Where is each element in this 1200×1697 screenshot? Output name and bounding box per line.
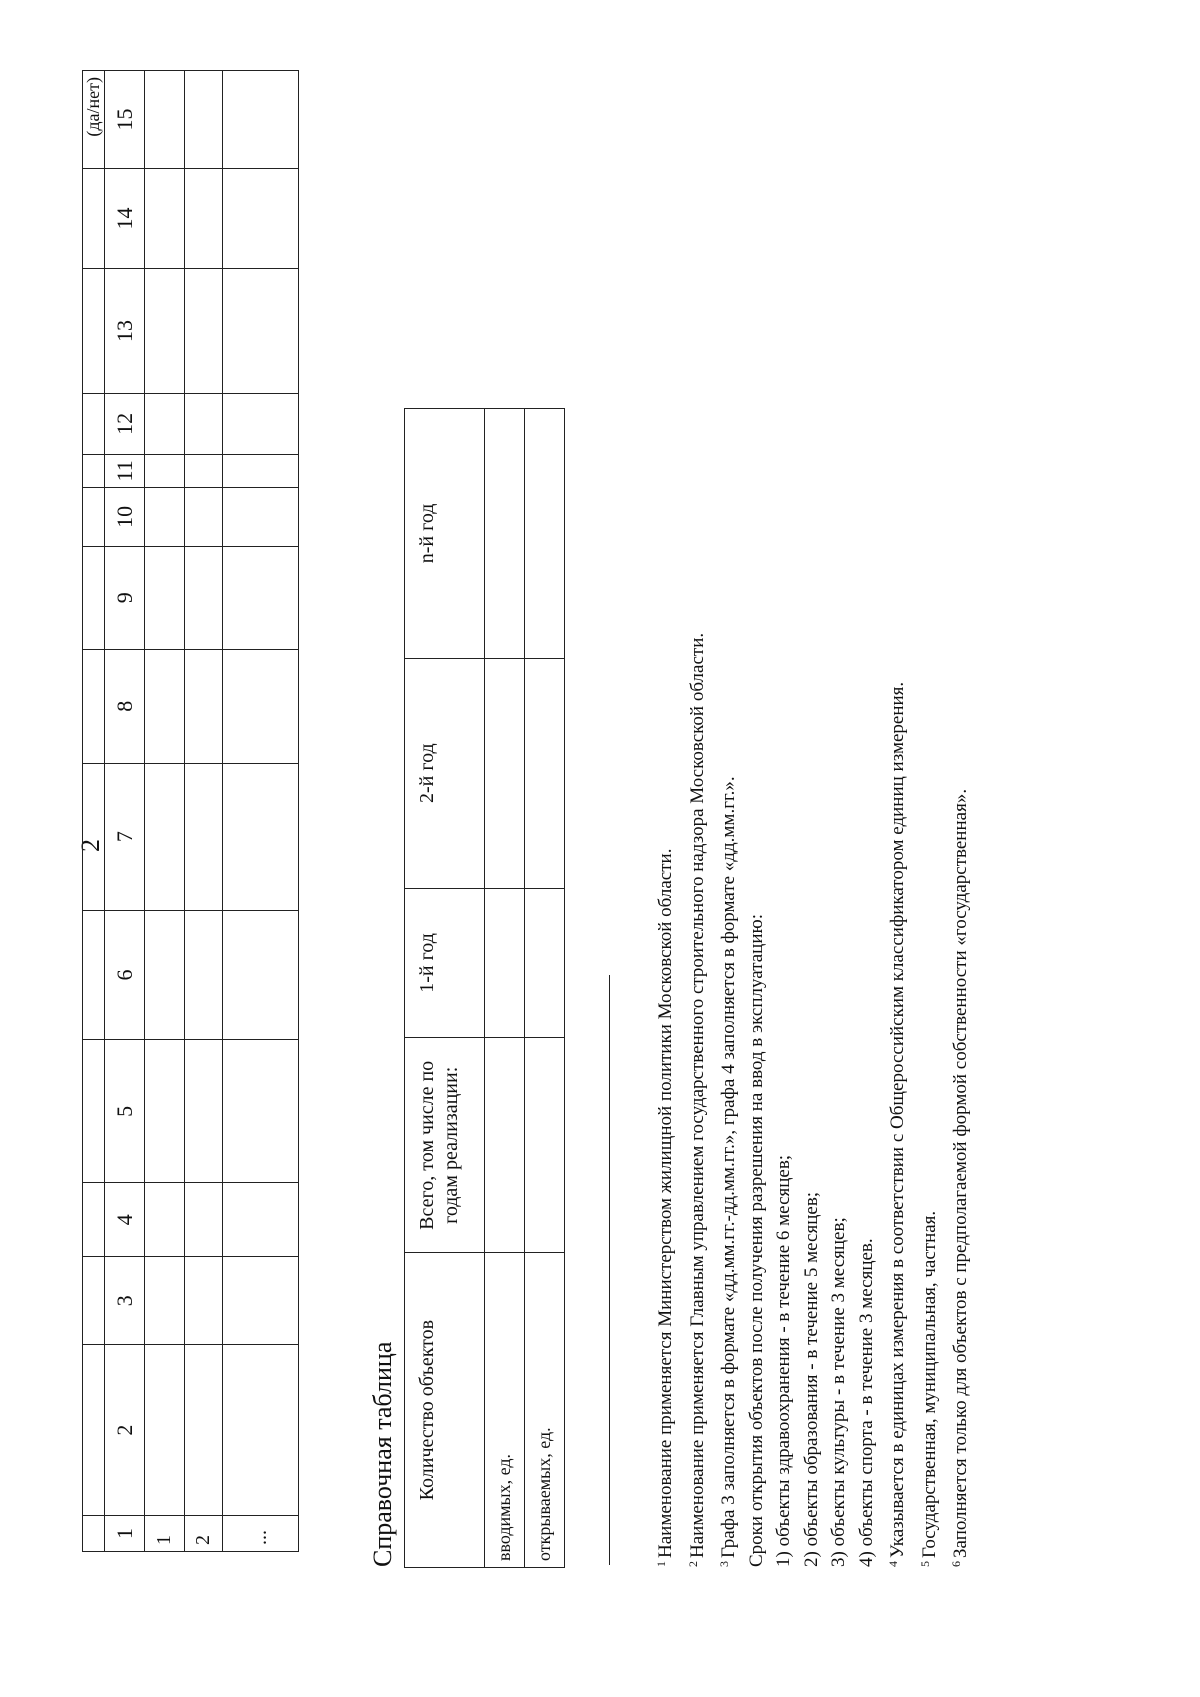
- footnote: [880, 633, 912, 1567]
- column-number: 1: [105, 1516, 145, 1552]
- table-row: [145, 71, 185, 1552]
- footnote-text: Наименование применяется Министерством жилищной политики Московской области.: [655, 848, 676, 1558]
- footnote-mark: 4: [886, 1561, 900, 1567]
- row-label: ...: [223, 1516, 299, 1552]
- column-number: 5: [105, 1040, 145, 1183]
- footnote-mark: 5: [917, 1561, 932, 1567]
- table-row: [185, 71, 223, 1552]
- footnote-mark: 2: [685, 1561, 700, 1567]
- column-number: 11: [105, 454, 145, 487]
- table-header-row: [83, 71, 105, 1552]
- footnote-text: 2) объекты образования - в течение 5 месяцев;: [800, 1191, 822, 1567]
- footnote-mark: 1: [654, 1561, 668, 1567]
- footnote: [680, 633, 712, 1567]
- footnote-text: 1) объекты здравоохранения - в течение 6 месяцев;: [773, 1154, 794, 1567]
- footnote: [711, 633, 743, 1567]
- table-row: [223, 71, 299, 1552]
- footnote-mark: 3: [717, 1561, 731, 1567]
- footnote-text: Указывается в единицах измерения в соответствии с Общероссийским классификатором единиц измерения.: [887, 681, 908, 1558]
- footnote-text: Сроки открытия объектов после получения разрешения на ввод в эксплуатацию:: [745, 914, 767, 1567]
- footnote: [798, 633, 826, 1567]
- footnote-text: 4) объекты спорта - в течение 3 месяцев.: [855, 1238, 877, 1567]
- column-number: 6: [105, 910, 145, 1040]
- reference-header: Количество объектов: [405, 1253, 485, 1568]
- reference-table-title: Справочная таблица: [368, 1341, 397, 1567]
- footnote-text: Графа 3 заполняется в формате «дд.мм.гг.-дд.мм.гг.», графа 4 заполняется в формате «дд.мм.гг.».: [718, 776, 739, 1558]
- footnote: [648, 633, 680, 1567]
- reference-table: [404, 408, 565, 1568]
- reference-header-row: [405, 409, 485, 1568]
- reference-row: [525, 409, 565, 1568]
- footnote-text: Государственная, муниципальная, частная.: [918, 1210, 940, 1558]
- column-number: 2: [105, 1345, 145, 1516]
- footnote: [943, 633, 975, 1567]
- footnote: [825, 633, 853, 1567]
- footnote-divider: [609, 975, 610, 1565]
- reference-header: n-й год: [405, 409, 485, 659]
- row-label: 2: [185, 1516, 223, 1552]
- column-number: 12: [105, 393, 145, 454]
- column-number: 14: [105, 169, 145, 269]
- footnote: [770, 633, 798, 1567]
- column-number: 10: [105, 487, 145, 546]
- footnote-text: Наименование применяется Главным управлением государственного строительного надзора Московской области.: [686, 632, 708, 1558]
- reference-row-label: открываемых, ед.: [525, 1253, 565, 1568]
- column-number: 13: [105, 269, 145, 394]
- column-number: 7: [105, 763, 145, 910]
- reference-header: 2-й год: [405, 658, 485, 888]
- column-number: 4: [105, 1183, 145, 1257]
- reference-row-label: вводимых, ед.: [485, 1253, 525, 1568]
- unit-note: (да/нет): [83, 71, 105, 169]
- reference-row: [485, 409, 525, 1568]
- footnote: [743, 633, 771, 1567]
- main-table: [82, 70, 299, 1552]
- column-number: 3: [105, 1257, 145, 1345]
- page-number: 2: [76, 839, 105, 852]
- footnote-mark: 6: [949, 1561, 963, 1567]
- reference-header: Всего, том числе по годам реализации:: [405, 1038, 485, 1253]
- footnote-text: 3) объекты культуры - в течение 3 месяцев;: [828, 1217, 849, 1567]
- footnote: [912, 633, 944, 1567]
- column-number-row: [105, 71, 145, 1552]
- footnote: [853, 633, 881, 1567]
- reference-header: 1-й год: [405, 888, 485, 1038]
- row-label: 1: [145, 1516, 185, 1552]
- footnote-text: Заполняется только для объектов с предполагаемой формой собственности «государственная».: [950, 788, 971, 1558]
- column-number: 9: [105, 546, 145, 649]
- column-number: 8: [105, 649, 145, 763]
- footnotes: [648, 633, 975, 1567]
- column-number: 15: [105, 71, 145, 169]
